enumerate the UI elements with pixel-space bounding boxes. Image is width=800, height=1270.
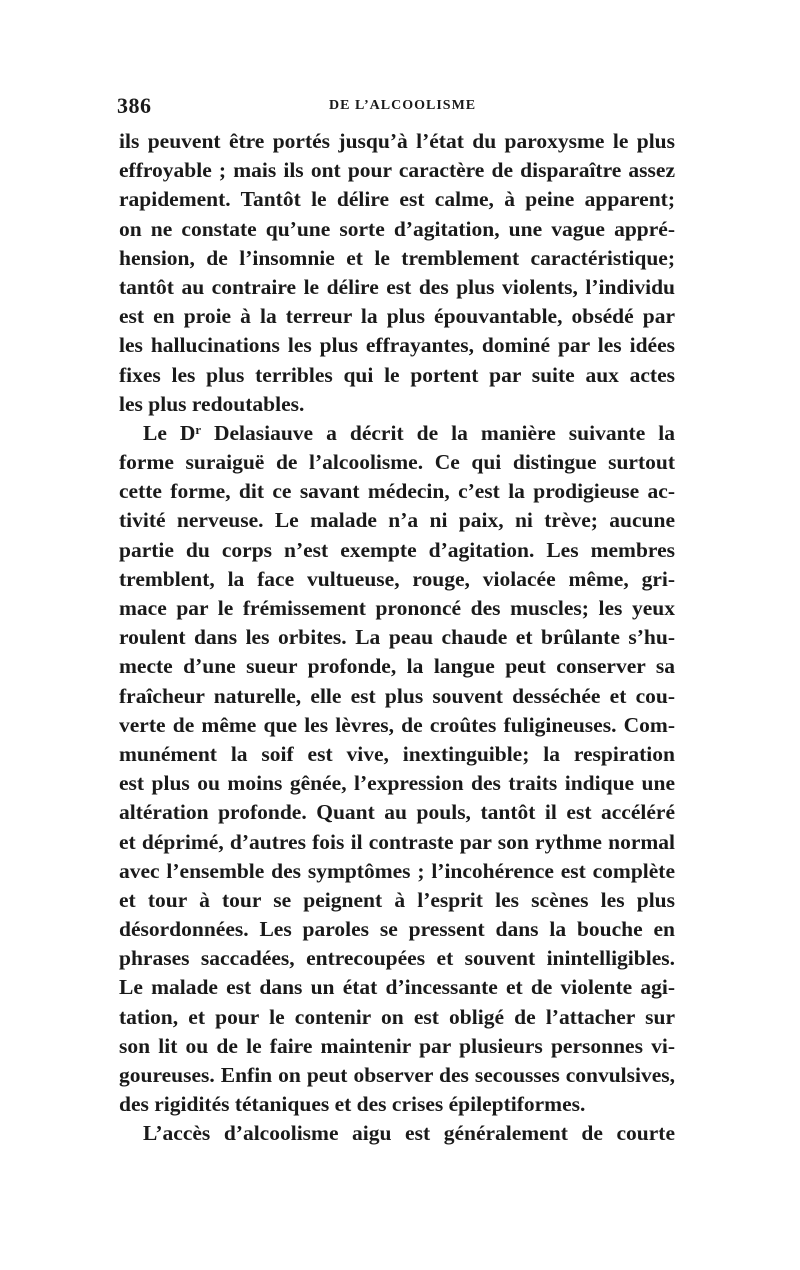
text-line: tivité nerveuse. Le malade n’a ni paix, ni trève; aucune <box>119 508 675 533</box>
running-title: DE L’ALCOOLISME <box>329 98 477 113</box>
text-line: mace par le frémissement prononcé des muscles; les yeux <box>119 596 675 620</box>
text-line: ils peuvent être portés jusqu’à l’état du paroxysme le plus <box>119 129 675 153</box>
text-line: munément la soif est vive, inextinguible; la respiration <box>119 741 675 766</box>
text-line: mecte d’une sueur profonde, la langue peut conserver sa <box>119 654 675 679</box>
running-head <box>117 93 673 119</box>
text-line: et tour à tour se peignent à l’esprit les scènes les plus <box>119 887 675 912</box>
text-line: roulent dans les orbites. La peau chaude et brûlante s’hu- <box>119 625 675 650</box>
text-line: phrases saccadées, entrecoupées et souvent inintelligibles. <box>119 946 675 971</box>
page-number: 386 <box>117 93 152 118</box>
text-line: fixes les plus terribles qui le portent par suite aux actes <box>119 362 675 387</box>
text-line: Le malade est dans un état d’incessante et de violente agi- <box>119 975 675 1000</box>
text-line: tantôt au contraire le délire est des plus violents, l’individu <box>119 274 675 299</box>
text-line: tremblent, la face vultueuse, rouge, violacée même, gri- <box>119 566 675 591</box>
text-line: des rigidités tétaniques et des crises épileptiformes. <box>119 1092 586 1117</box>
text-line: désordonnées. Les paroles se pressent dans la bouche en <box>119 917 675 942</box>
text-line: Le Dʳ Delasiauve a décrit de la manière suivante la <box>143 420 675 445</box>
text-line: partie du corps n’est exempte d’agitation. Les membres <box>119 537 675 562</box>
text-line: altération profonde. Quant au pouls, tantôt il est accéléré <box>119 800 675 825</box>
text-line: les plus redoutables. <box>119 391 305 416</box>
text-line: L’accès d’alcoolisme aigu est généralement de courte <box>143 1121 675 1146</box>
text-line: tation, et pour le contenir on est obligé de l’attacher sur <box>119 1004 675 1029</box>
body-text <box>119 127 675 1149</box>
text-line: est plus ou moins gênée, l’expression des traits indique une <box>119 771 675 796</box>
text-line: cette forme, dit ce savant médecin, c’est la prodigieuse ac- <box>119 479 675 504</box>
text-line: son lit ou de le faire maintenir par plusieurs personnes vi- <box>119 1033 675 1058</box>
text-line: hension, de l’insomnie et le tremblement caractéristique; <box>119 245 675 270</box>
text-line: rapidement. Tantôt le délire est calme, à peine apparent; <box>119 187 675 212</box>
text-line: on ne constate qu’une sorte d’agitation, une vague appré- <box>119 216 675 241</box>
text-line: avec l’ensemble des symptômes ; l’incohérence est complète <box>119 858 675 883</box>
text-line: forme suraiguë de l’alcoolisme. Ce qui distingue surtout <box>119 450 675 475</box>
text-line: et déprimé, d’autres fois il contraste par son rythme normal <box>119 829 675 854</box>
text-line: est en proie à la terreur la plus épouvantable, obsédé par <box>119 304 675 329</box>
text-line: verte de même que les lèvres, de croûtes fuligineuses. Com- <box>119 712 675 737</box>
text-line: goureuses. Enfin on peut observer des secousses convulsives, <box>119 1063 675 1087</box>
text-line: les hallucinations les plus effrayantes, dominé par les idées <box>119 333 675 358</box>
text-line: effroyable ; mais ils ont pour caractère de disparaître assez <box>119 158 675 183</box>
text-line: fraîcheur naturelle, elle est plus souvent desséchée et cou- <box>119 683 675 708</box>
